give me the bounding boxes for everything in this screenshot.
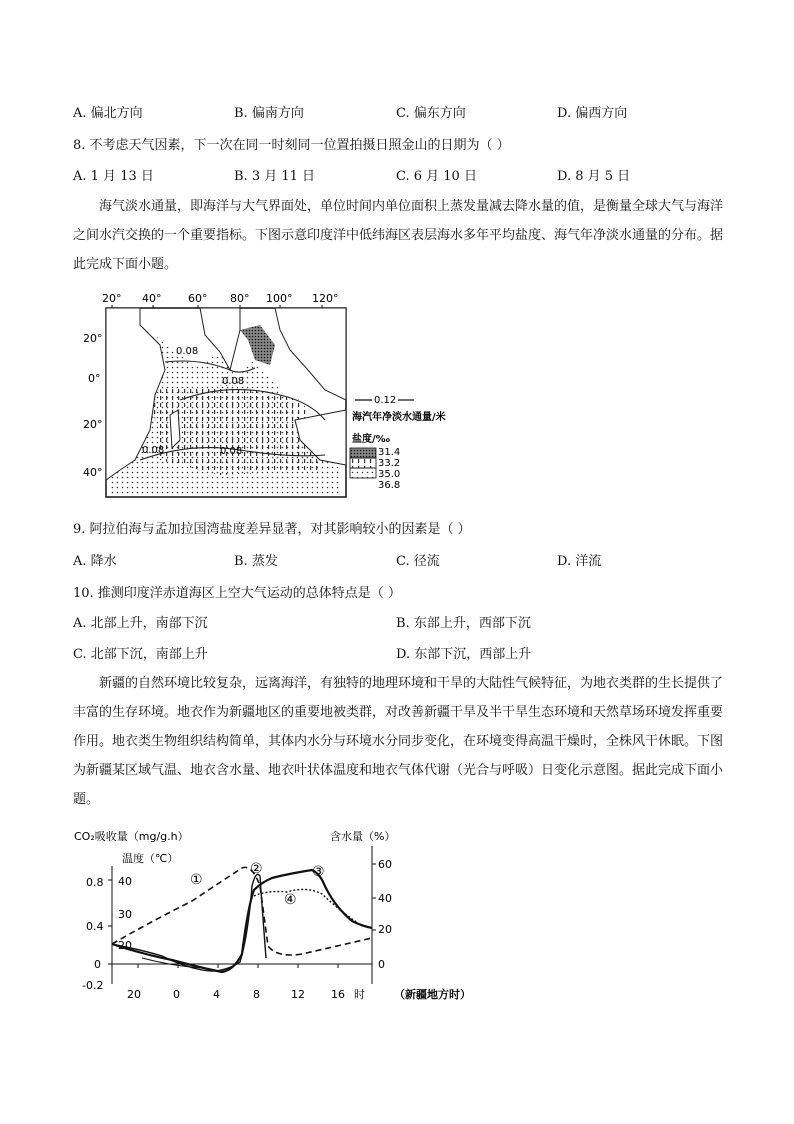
water-tick-60: 60: [378, 858, 392, 871]
legend-salinity-title: 盐度/‰: [352, 434, 391, 445]
q9-option-b: B. 蒸发: [234, 554, 278, 569]
q9-option-d: D. 洋流: [557, 554, 602, 569]
curve-4-water-content: [254, 889, 362, 926]
water-tick-40: 40: [378, 892, 392, 905]
lon-label-100: 100°: [266, 292, 293, 305]
q9-stem: 9. 阿拉伯海与孟加拉国湾盐度差异显著，对其影响较小的因素是（ ）: [73, 522, 471, 537]
indian-ocean-salinity-map: [80, 290, 446, 506]
q10-option-b: B. 东部上升，西部下沉: [396, 616, 531, 631]
lat-label-20n: 20°: [83, 332, 103, 345]
co2-tick-4: -0.2: [82, 979, 104, 992]
legend-salinity-1: 31.4: [378, 447, 401, 458]
water-tick-20: 20: [378, 923, 392, 936]
contour-label-2: 0.08: [222, 376, 245, 387]
map-legend: [350, 395, 446, 491]
co2-tick-3: 0: [94, 958, 101, 971]
curve-label-2: ②: [250, 861, 263, 877]
q10-stem: 10. 推测印度洋赤道海区上空大气运动的总体特点是（ ）: [73, 586, 401, 601]
curve-label-1: ①: [190, 872, 203, 888]
q8-option-c: C. 6 月 10 日: [396, 169, 477, 184]
x-tick-8: 8: [253, 988, 260, 1001]
co2-tick-2: 0.4: [86, 920, 104, 933]
x-tick-16: 16: [331, 988, 345, 1001]
legend-salinity-2: 33.2: [378, 458, 401, 469]
curve-1-air-temperature: [112, 867, 372, 955]
x-unit: 时: [354, 988, 365, 1001]
x-note: （新疆地方时）: [394, 988, 471, 1001]
contour-label-1: 0.08: [176, 346, 199, 357]
q8-option-d: D. 8 月 5 日: [557, 169, 631, 184]
curve-2-lichen-temperature: [112, 874, 266, 971]
lon-label-80: 80°: [230, 292, 250, 305]
lon-label-40: 40°: [142, 292, 162, 305]
q7-option-b: B. 偏南方向: [234, 106, 304, 121]
x-tick-20: 20: [127, 988, 141, 1001]
water-tick-0: 0: [378, 958, 385, 971]
passage-1-text: 海气淡水通量，即海洋与大气界面处，单位时间内单位面积上蒸发量减去降水量的值，是衡量全球大气与海洋之间水汽交换的一个重要指标。下图示意印度洋中低纬海区表层海水多年平均盐度、海气年净淡水通量的分布。据此完成下面小题。: [73, 199, 724, 272]
lat-label-40s: 40°: [83, 466, 103, 479]
curve-label-4: ④: [284, 892, 297, 908]
passage-xinjiang-lichen: [73, 669, 723, 814]
lon-label-20: 20°: [102, 292, 122, 305]
passage-2-text: 新疆的自然环境比较复杂，远离海洋，有独特的地理环境和干旱的大陆性气候特征，为地衣类群的生长提供了丰富的生存环境。地衣作为新疆地区的重要地被类群，对改善新疆干旱及半干旱生态环境和天然草场环境发挥重要作用。地衣类生物组织结构简单，其体内水分与环境水分同步变化，在环境变得高温干燥时，全株风干休眠。下图为新疆某区域气温、地衣含水量、地衣叶状体温度和地衣气体代谢（光合与呼吸）日变化示意图。据此完成下面小题。: [73, 676, 724, 807]
legend-line-label: 海汽年净淡水通量/米: [352, 412, 446, 423]
contour-label-3: 0.08: [142, 445, 165, 456]
curve-label-3: ③: [312, 864, 325, 880]
temp-tick-40: 40: [118, 875, 132, 888]
temp-tick-20: 20: [118, 939, 132, 952]
q9-option-a: A. 降水: [73, 554, 117, 569]
q9-option-c: C. 径流: [396, 554, 440, 569]
q10-option-c: C. 北部下沉，南部上升: [73, 647, 208, 662]
lichen-daily-variation-graph: [72, 826, 512, 1006]
legend-salinity-3: 35.0: [378, 469, 401, 480]
q7-option-a: A. 偏北方向: [73, 106, 143, 121]
temp-axis-label: 温度（℃）: [122, 852, 179, 865]
q8-option-a: A. 1 月 13 日: [73, 169, 154, 184]
x-tick-12: 12: [291, 988, 305, 1001]
q7-option-c: C. 偏东方向: [396, 106, 466, 121]
co2-tick-1: 0.8: [86, 876, 104, 889]
q8-option-b: B. 3 月 11 日: [234, 169, 316, 184]
contour-label-4: 0.08: [220, 446, 243, 457]
q7-option-d: D. 偏西方向: [557, 106, 628, 121]
x-tick-0: 0: [173, 988, 180, 1001]
passage-sea-air-freshwater: [73, 192, 723, 279]
q8-stem: 8. 不考虑天气因素，下一次在同一时刻同一位置拍摄日照金山的日期为（ ）: [73, 138, 510, 153]
x-tick-4: 4: [213, 988, 220, 1001]
legend-salinity-4: 36.8: [378, 480, 401, 491]
lon-label-60: 60°: [188, 292, 208, 305]
q10-option-d: D. 东部下沉，西部上升: [396, 647, 532, 662]
lat-label-0: 0°: [88, 372, 101, 385]
co2-axis-label: CO₂吸收量（mg/g.h）: [74, 830, 189, 843]
lon-label-120: 120°: [312, 292, 339, 305]
q10-option-a: A. 北部上升，南部下沉: [73, 616, 208, 631]
temp-tick-30: 30: [118, 908, 132, 921]
lat-label-20s: 20°: [83, 418, 103, 431]
water-axis-label: 含水量（%）: [330, 830, 396, 843]
legend-line-value: 0.12: [374, 395, 397, 406]
